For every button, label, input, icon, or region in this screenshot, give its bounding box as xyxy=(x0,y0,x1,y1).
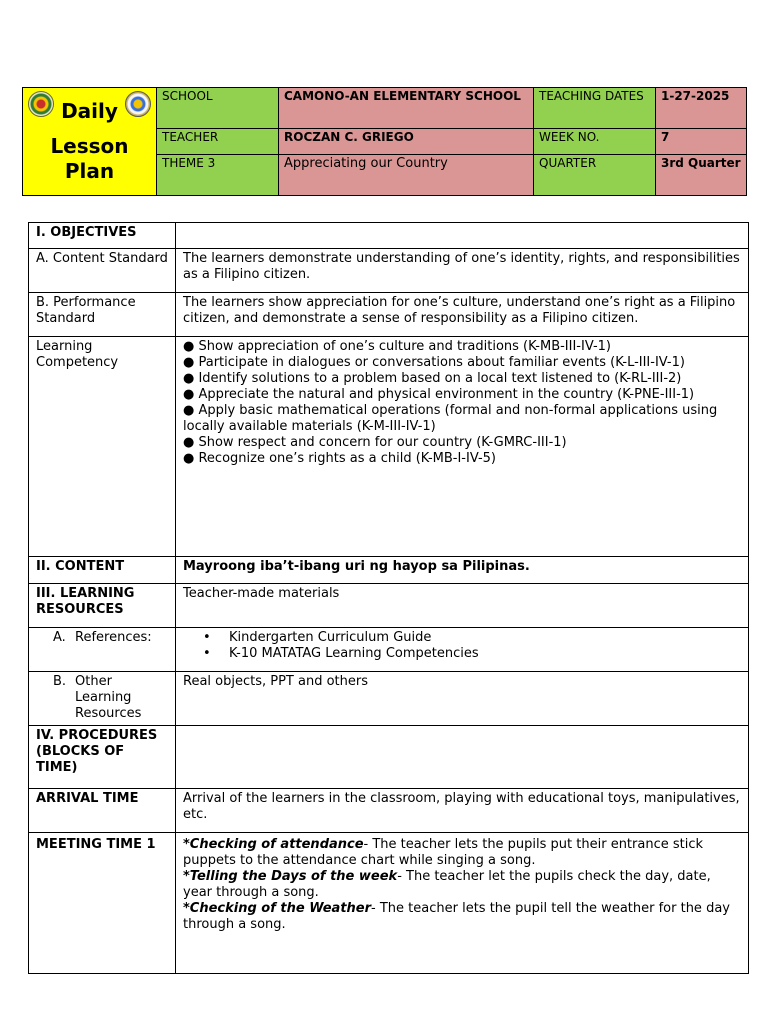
week-label: WEEK NO. xyxy=(534,129,656,155)
list-item: ● Apply basic mathematical operations (formal and non-formal applications using locally available materials (K-M-III-IV-1) xyxy=(183,403,718,434)
other-resources-text: Other Learning Resources xyxy=(75,674,142,721)
list-item: ● Appreciate the natural and physical environment in the country (K-PNE-III-1) xyxy=(183,387,695,402)
table-row xyxy=(29,337,749,557)
content-value: Mayroong iba’t-ibang uri ng hayop sa Pilipinas. xyxy=(176,557,749,584)
table-row xyxy=(29,628,749,672)
references-label xyxy=(29,628,176,672)
days-of-week-text: - The teacher let the pupils check the day, date, year through a song. xyxy=(183,869,711,900)
meeting-time-activities xyxy=(176,833,749,974)
content-heading: II. CONTENT xyxy=(29,557,176,584)
deped-seal-icon xyxy=(28,91,54,117)
table-row xyxy=(29,833,749,974)
performance-standard-label: B. Performance Standard xyxy=(29,293,176,337)
teaching-dates-value: 1-27-2025 xyxy=(656,88,747,129)
meeting-time-label: MEETING TIME 1 xyxy=(29,833,176,974)
competency-list xyxy=(176,337,749,557)
objectives-heading: I. OBJECTIVES xyxy=(29,223,176,249)
weather-text: - The teacher lets the pupil tell the weather for the day through a song. xyxy=(183,901,730,932)
school-value: CAMONO-AN ELEMENTARY SCHOOL xyxy=(279,88,534,129)
list-item: • Kindergarten Curriculum Guide xyxy=(203,630,742,646)
teacher-label: TEACHER xyxy=(157,129,279,155)
theme-label: THEME 3 xyxy=(157,155,279,196)
theme-value: Appreciating our Country xyxy=(279,155,534,196)
performance-standard-value: The learners show appreciation for one’s culture, understand one’s right as a Filipino citizen, and demonstrate a sense of responsibility as a Filipino citizen. xyxy=(176,293,749,337)
learning-competency-label: Learning Competency xyxy=(29,337,176,557)
list-item: ● Show respect and concern for our country (K-GMRC-III-1) xyxy=(183,435,567,450)
teacher-value: ROCZAN C. GRIEGO xyxy=(279,129,534,155)
procedures-heading: IV. PROCEDURES (BLOCKS OF TIME) xyxy=(29,726,176,789)
table-row xyxy=(29,249,749,293)
days-of-week-title: *Telling the Days of the week xyxy=(183,869,398,884)
attendance-title: *Checking of attendance xyxy=(183,837,364,852)
quarter-label: QUARTER xyxy=(534,155,656,196)
title-line-3: Plan xyxy=(64,159,115,183)
table-row xyxy=(29,223,749,249)
teaching-dates-label: TEACHING DATES xyxy=(534,88,656,129)
header-table xyxy=(22,87,747,196)
list-item: • K-10 MATATAG Learning Competencies xyxy=(203,646,742,662)
learning-resources-heading: III. LEARNING RESOURCES xyxy=(29,584,176,628)
list-item xyxy=(183,869,742,901)
learning-resources-value: Teacher-made materials xyxy=(176,584,749,628)
references-list xyxy=(176,628,749,672)
list-item: ● Recognize one’s rights as a child (K-MB-I-IV-5) xyxy=(183,451,496,466)
procedures-empty-cell xyxy=(176,726,749,789)
list-item: ● Identify solutions to a problem based on a local text listened to (K-RL-III-2) xyxy=(183,371,682,386)
other-resources-number: B. xyxy=(53,674,67,689)
school-label: SCHOOL xyxy=(157,88,279,129)
week-value: 7 xyxy=(656,129,747,155)
table-row xyxy=(29,726,749,789)
other-resources-label xyxy=(29,672,176,726)
content-standard-value: The learners demonstrate understanding of one’s identity, rights, and responsibilities as a Filipino citizen. xyxy=(176,249,749,293)
table-row xyxy=(29,789,749,833)
lesson-plan-title xyxy=(23,88,157,196)
lesson-table xyxy=(28,222,749,974)
other-resources-value: Real objects, PPT and others xyxy=(176,672,749,726)
list-item xyxy=(183,837,742,869)
table-row xyxy=(29,672,749,726)
school-seal-icon xyxy=(125,91,151,117)
arrival-time-value: Arrival of the learners in the classroom, playing with educational toys, manipulatives, etc. xyxy=(176,789,749,833)
table-row xyxy=(29,293,749,337)
list-item: ● Participate in dialogues or conversations about familiar events (K-L-III-IV-1) xyxy=(183,355,685,370)
weather-title: *Checking of the Weather xyxy=(183,901,372,916)
references-text: References: xyxy=(75,630,152,645)
content-standard-label: A. Content Standard xyxy=(29,249,176,293)
table-row xyxy=(29,557,749,584)
list-item xyxy=(183,901,742,933)
title-line-2: Lesson xyxy=(50,134,129,158)
arrival-time-label: ARRIVAL TIME xyxy=(29,789,176,833)
objectives-empty-cell xyxy=(176,223,749,249)
attendance-text: - The teacher lets the pupils put their entrance stick puppets to the attendance chart while singing a song. xyxy=(183,837,704,868)
quarter-value: 3rd Quarter xyxy=(656,155,747,196)
list-item: ● Show appreciation of one’s culture and traditions (K-MB-III-IV-1) xyxy=(183,339,611,354)
references-number: A. xyxy=(53,630,66,645)
title-line-1: Daily xyxy=(61,99,118,123)
table-row xyxy=(29,584,749,628)
